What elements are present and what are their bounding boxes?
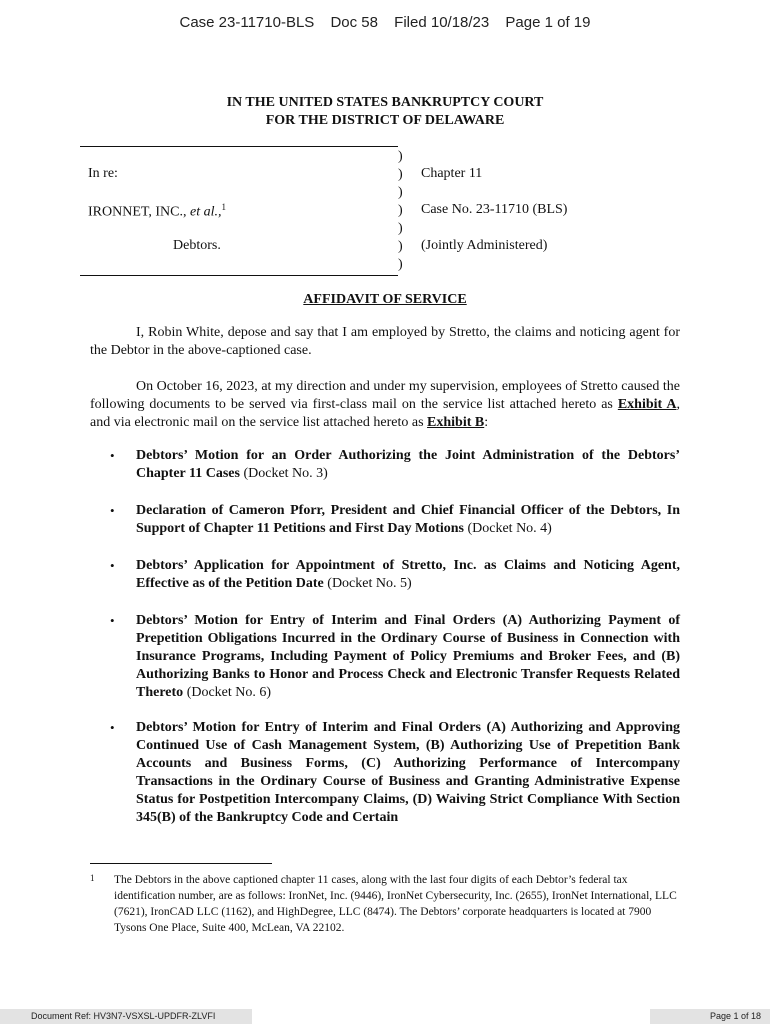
list-item: • Debtors’ Motion for Entry of Interim and Final Orders (A) Authorizing Payment of Prepetition Obligations Incurred in the Ordinary Course of Business in Connection with Insurance Programs, Including Payment of Policy Premiums and Broker Fees, and (B) Authorizing Banks to Honor and Process Check and Electronic Transfer Requests Related Thereto (Docket No. 6) [110, 613, 680, 700]
in-re-label: In re: [88, 166, 118, 181]
case-number: Case No. 23-11710 (BLS) [421, 202, 568, 217]
footnote [90, 872, 680, 936]
filed-date-header: Filed 10/18/23 [394, 14, 490, 31]
bullet-icon: • [110, 503, 115, 518]
filing-header [0, 14, 770, 31]
doc-number-header: Doc 58 [330, 14, 378, 31]
caption-paren: ) [398, 149, 403, 164]
page-count-header: Page 1 of 19 [505, 14, 591, 31]
court-title-line1: IN THE UNITED STATES BANKRUPTCY COURT [226, 95, 544, 110]
footnote-text: The Debtors in the above captioned chapter 11 cases, along with the last four digits of each Debtor’s federal tax identification number, are as follows: IronNet, Inc. (9446), IronNet Cybersecurity, Inc. (2655), IronNet International, LLC (7621), IronCAD LLC (1162), and HighDegree, LLC (8474). The Debtors’ corporate headquarters is located at 7900 Tysons One Place, Suite 400, McLean, VA 22102. [114, 874, 677, 934]
exhibit-b-ref: Exhibit B [427, 415, 485, 430]
caption-bottom-rule [80, 275, 398, 276]
document-title: AFFIDAVIT OF SERVICE [303, 292, 467, 307]
bullet-icon: • [110, 558, 115, 573]
footer-page-bar [650, 1009, 770, 1024]
caption-paren: ) [398, 221, 403, 236]
case-number-header: Case 23-11710-BLS [179, 14, 315, 31]
bullet-icon: • [110, 448, 115, 463]
paragraph-1-text: I, Robin White, depose and say that I am employed by Stretto, the claims and noticing agent for the Debtor in the above-captioned case. [90, 325, 680, 358]
document-ref: Document Ref: HV3N7-VSXSL-UPDFR-ZLVFI [31, 1011, 216, 1021]
paragraph-2 [90, 378, 680, 432]
et-al: et al., [190, 204, 222, 220]
caption-paren: ) [398, 185, 403, 200]
paragraph-1 [90, 324, 680, 360]
paragraph-2-text-a: On October 16, 2023, at my direction and under my supervision, employees of Stretto caused the following documents to be served via first-class mail on the service list attached hereto as [90, 379, 680, 412]
paragraph-2-text-c: : [484, 415, 489, 430]
caption-paren: ) [398, 167, 403, 182]
jointly-administered: (Jointly Administered) [421, 238, 548, 253]
paragraph-2-text-b: , and via electronic mail on the service list attached hereto as [90, 397, 680, 430]
list-item: • Debtors’ Motion for Entry of Interim and Final Orders (A) Authorizing and Approving Continued Use of Cash Management System, (B) Authorizing Use of Prepetition Bank Accounts and Business Forms, (C) Authorizing Performance of Intercompany Transactions in the Ordinary Course of Business and Granting Administrative Expense Status for Postpetition Intercompany Claims, (D) Waiving Strict Compliance With Section 345(B) of the Bankruptcy Code and Certain [110, 720, 680, 825]
caption-paren: ) [398, 257, 403, 272]
chapter-label: Chapter 11 [421, 166, 483, 181]
debtor-name: IRONNET, INC., et al.,$^1$ [88, 202, 227, 220]
footer-page-number: Page 1 of 18 [709, 1011, 761, 1021]
list-item: • Debtors’ Application for Appointment of Stretto, Inc. as Claims and Noticing Agent, Effective as of the Petition Date (Docket No. 5) [110, 558, 680, 591]
bullet-icon: • [110, 720, 115, 735]
court-title-line2: FOR THE DISTRICT OF DELAWARE [265, 113, 505, 128]
caption-paren: ) [398, 239, 403, 254]
caption-top-rule [80, 146, 398, 147]
document-ref-bar [0, 1009, 252, 1024]
bullet-icon: • [110, 613, 115, 628]
caption-paren: ) [398, 203, 403, 218]
exhibit-a-ref: Exhibit A [617, 397, 677, 412]
footnote-marker: 1 [221, 202, 227, 212]
list-item: • Debtors’ Motion for an Order Authorizing the Joint Administration of the Debtors’ Chapter 11 Cases (Docket No. 3) [110, 448, 680, 481]
court-title [0, 94, 770, 130]
footnote-number: 1 [90, 873, 95, 883]
debtors-label: Debtors. [173, 238, 221, 253]
footnote-rule [90, 863, 272, 864]
list-item: • Declaration of Cameron Pforr, President and Chief Financial Officer of the Debtors, In Support of Chapter 11 Petitions and First Day Motions (Docket No. 4) [110, 503, 680, 536]
